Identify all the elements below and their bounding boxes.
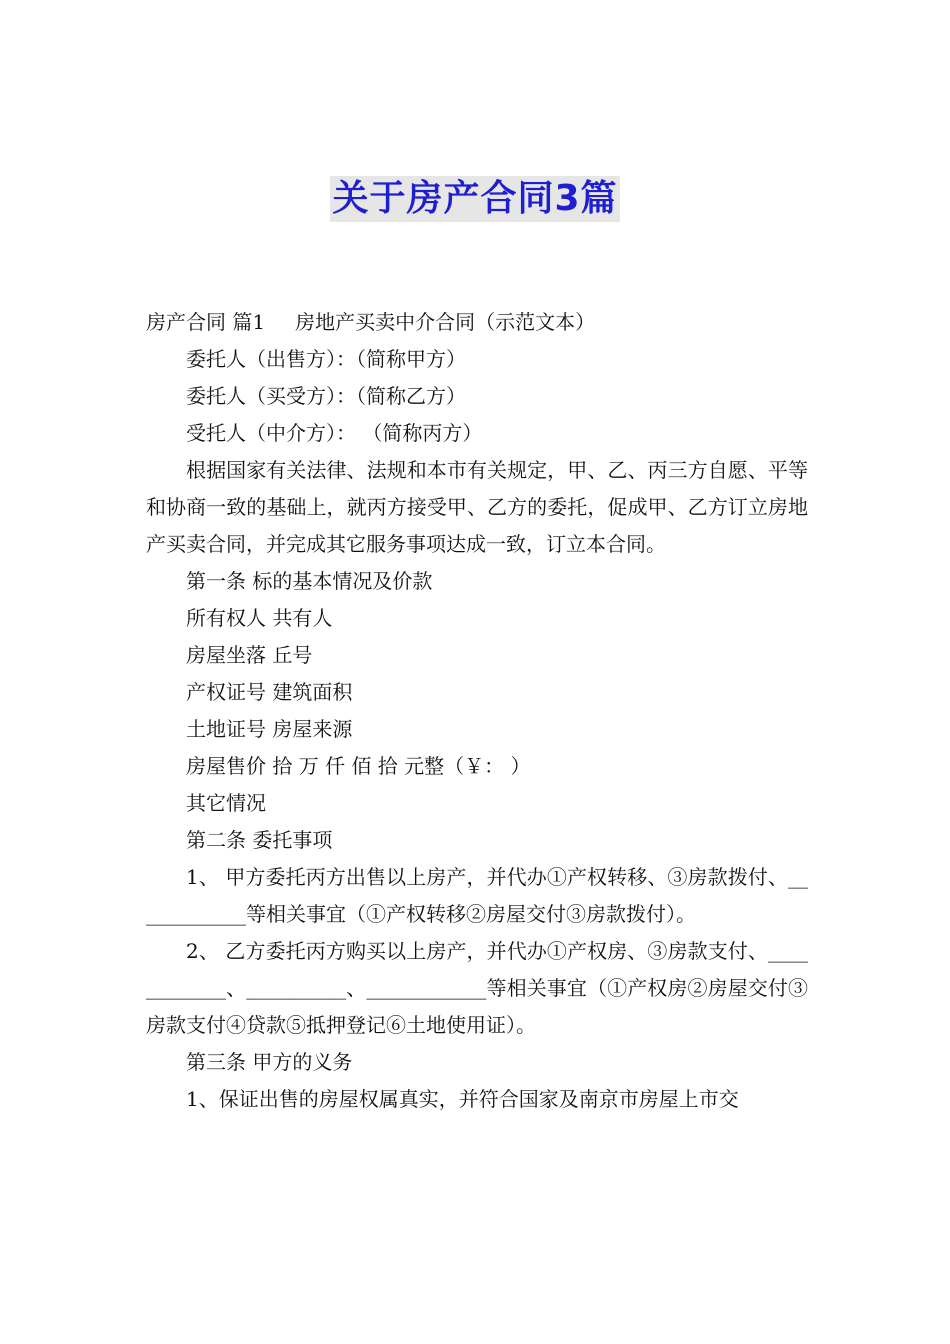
paragraph-preamble: 根据国家有关法律、法规和本市有关规定，甲、乙、丙三方自愿、平等和协商一致的基础上，就丙方接受甲、乙方的委托，促成甲、乙方订立房地产买卖合同，并完成其它服务事项达成一致，订立本合同。	[146, 458, 808, 556]
field-owner: 所有权人 共有人	[186, 606, 333, 630]
article-2-item-1: 1、 甲方委托丙方出售以上房产，并代办①产权转移、③房款拨付、____________等相关事宜（①产权转移②房屋交付③房款拨付）。	[146, 865, 808, 926]
field-location: 房屋坐落 丘号	[186, 643, 313, 667]
article-1-heading: 第一条 标的基本情况及价款	[186, 569, 433, 593]
title-container	[0, 176, 950, 222]
document-title: 关于房产合同3篇	[330, 176, 619, 222]
field-land: 土地证号 房屋来源	[186, 717, 353, 741]
field-certificate: 产权证号 建筑面积	[186, 680, 353, 704]
contract-heading	[146, 304, 808, 341]
paragraph-seller: 委托人（出售方）：（简称甲方）	[186, 347, 466, 371]
paragraph-agent: 受托人（中介方）： （简称丙方）	[186, 421, 483, 445]
document-body	[146, 304, 808, 1118]
contract-heading-prefix: 房产合同 篇1	[146, 310, 266, 334]
field-other: 其它情况	[186, 791, 266, 815]
article-2-heading: 第二条 委托事项	[186, 828, 333, 852]
contract-heading-name: 房地产买卖中介合同（示范文本）	[295, 310, 596, 334]
paragraph-buyer: 委托人（买受方）：（简称乙方）	[186, 384, 466, 408]
article-3-heading: 第三条 甲方的义务	[186, 1050, 353, 1074]
article-3-item-1: 1、保证出售的房屋权属真实，并符合国家及南京市房屋上市交	[186, 1087, 739, 1111]
article-2-item-2: 2、 乙方委托丙方购买以上房产，并代办①产权房、③房款支付、____________、__________、____________等相关事宜（①产权房②房屋交付③房款支付④贷款⑤抵押登记⑥土地使用证）。	[146, 939, 808, 1037]
field-price: 房屋售价 拾 万 仟 佰 拾 元整（￥： ）	[186, 754, 531, 778]
